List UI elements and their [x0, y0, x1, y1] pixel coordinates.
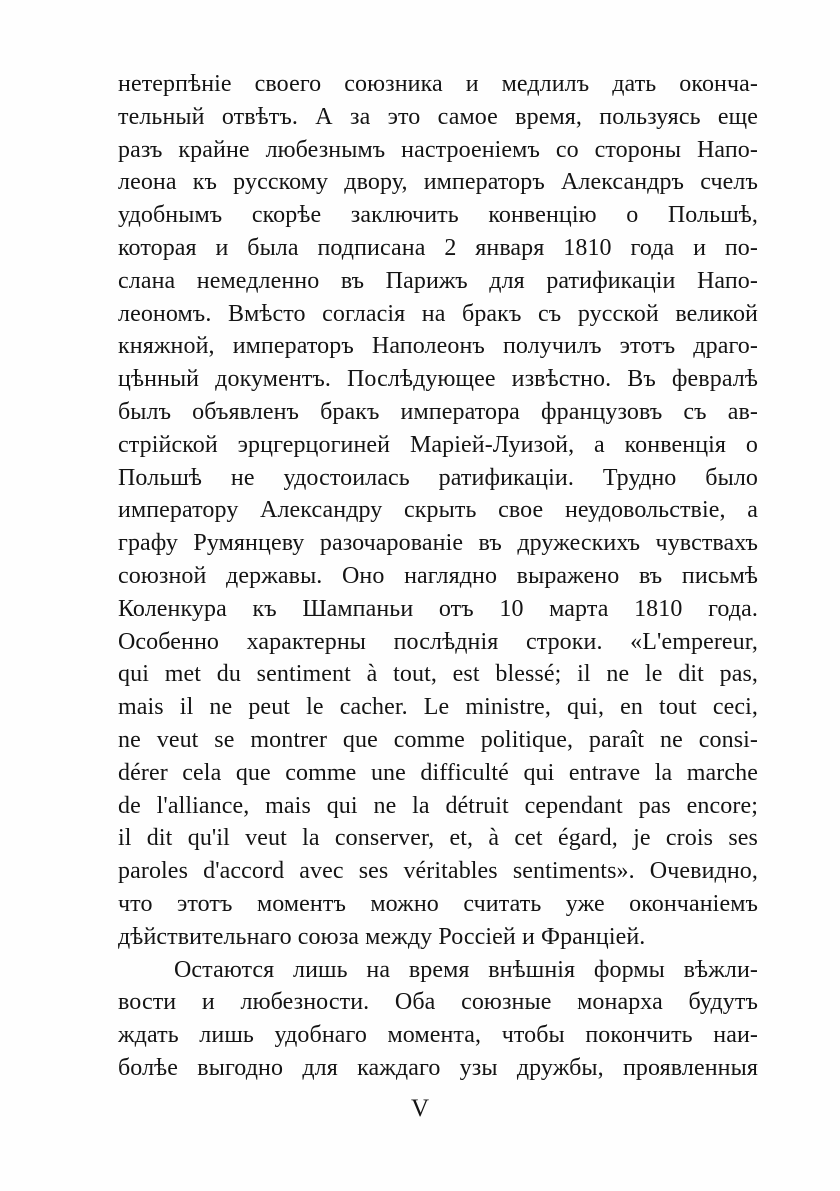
text-line: разъ крайне любезнымъ настроеніемъ со стороны Напо- — [118, 136, 758, 163]
text-line: ждать лишь удобнаго момента, чтобы покончить наи- — [118, 1022, 758, 1049]
text-line: de l'alliance, mais qui ne la détruit cependant pas encore; — [118, 792, 758, 819]
paragraph-start-line: Остаются лишь на время внѣшнія формы вѣжли- — [174, 956, 758, 983]
text-line: нетерпѣніе своего союзника и медлилъ дать оконча- — [118, 71, 758, 97]
body-text — [118, 68, 758, 1085]
text-line: болѣе выгодно для каждаго узы дружбы, проявленныя — [118, 1054, 758, 1081]
text-line: удобнымъ скорѣе заключить конвенцію о Польшѣ, — [118, 202, 758, 229]
text-line: которая и была подписана 2 января 1810 года и по- — [118, 234, 758, 261]
text-line: mais il ne peut le cacher. Le ministre, qui, en tout ceci, — [118, 694, 758, 721]
text-line: цѣнный документъ. Послѣдующее извѣстно. Въ февралѣ — [118, 366, 758, 393]
text-line: ne veut se montrer que comme politique, paraît ne consi- — [118, 726, 758, 753]
text-line: былъ объявленъ бракъ императора французовъ съ ав- — [118, 398, 758, 425]
text-line: графу Румянцеву разочарованіе въ дружескихъ чувствахъ — [118, 530, 758, 557]
text-line: Польшѣ не удостоилась ратификаціи. Трудно было — [118, 464, 758, 491]
text-line: paroles d'accord avec ses véritables sentiments». Очевидно, — [118, 858, 758, 885]
text-line: Коленкура къ Шампаньи отъ 10 марта 1810 года. — [118, 595, 758, 622]
text-line: леономъ. Вмѣсто согласія на бракъ съ русской великой — [118, 300, 758, 327]
text-line: леона къ русскому двору, императоръ Александръ счелъ — [118, 169, 758, 196]
text-line: союзной державы. Оно наглядно выражено въ письмѣ — [118, 562, 758, 589]
text-line: слана немедленно въ Парижъ для ратификаціи Напо- — [118, 267, 758, 294]
text-line: Особенно характерны послѣднія строки. «L'empereur, — [118, 628, 758, 655]
text-line: стрійской эрцгерцогиней Маріей-Луизой, а конвенція о — [118, 431, 758, 458]
text-line: dérer cela que comme une difficulté qui entrave la marche — [118, 759, 758, 786]
text-line: что этотъ моментъ можно считать уже окончаніемъ — [118, 890, 758, 917]
text-line: вости и любезности. Оба союзные монарха будутъ — [118, 989, 758, 1016]
text-line: qui met du sentiment à tout, est blessé; il ne le dit pas, — [118, 661, 758, 688]
text-line: императору Александру скрыть свое неудовольствіе, а — [118, 497, 758, 524]
text-line: il dit qu'il veut la conserver, et, à cet égard, je crois ses — [118, 825, 758, 852]
page-number: V — [410, 1095, 430, 1122]
paragraph-end-line: дѣйствительнаго союза между Россіей и Франціей. — [118, 923, 646, 950]
text-line: княжной, императоръ Наполеонъ получилъ этотъ драго- — [118, 333, 758, 360]
text-line: тельный отвѣтъ. А за это самое время, пользуясь еще — [118, 103, 758, 130]
